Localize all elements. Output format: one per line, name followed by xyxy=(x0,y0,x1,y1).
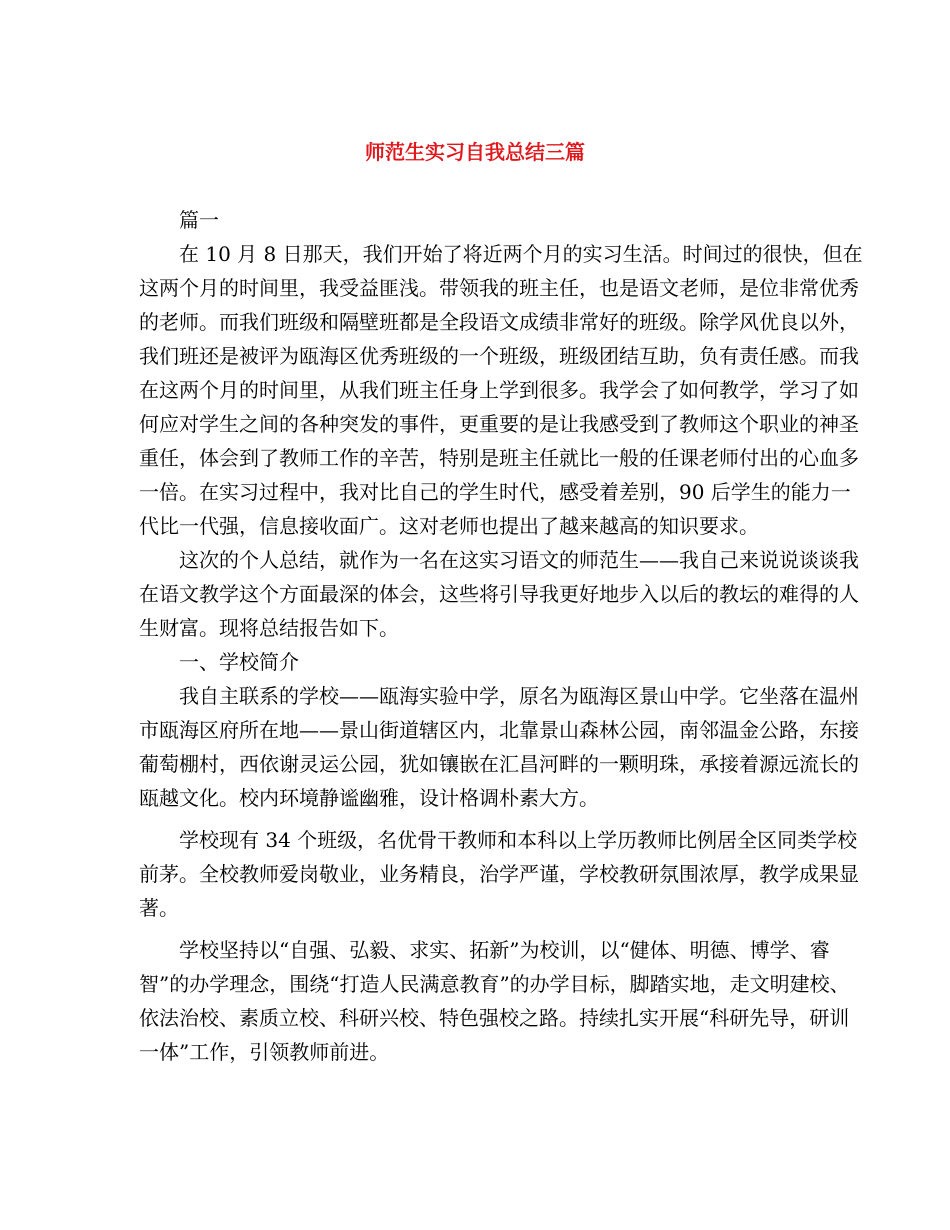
paragraph-line: 前茅。全校教师爱岗敬业，业务精良，治学严谨，学校教研氛围浓厚，教学成果显 xyxy=(139,862,859,886)
paragraph-line: 在语文教学这个方面最深的体会，这些将引导我更好地步入以后的教坛的难得的人 xyxy=(139,582,859,606)
document-title: 师范生实习自我总结三篇 xyxy=(365,140,585,164)
paragraph-line: 一倍。在实习过程中，我对比自己的学生时代，感受着差别，90 后学生的能力一 xyxy=(139,480,851,504)
document-body xyxy=(139,203,863,1069)
paragraph-line: 学校坚持以“自强、弘毅、求实、拓新”为校训，以“健体、明德、博学、睿 xyxy=(179,938,830,962)
paragraph-line: 在 10 月 8 日那天，我们开始了将近两个月的实习生活。时间过的很快，但在 xyxy=(179,242,863,266)
paragraph-line: 智”的办学理念，围绕“打造人民满意教育”的办学目标，脚踏实地，走文明建校、 xyxy=(139,972,850,996)
paragraph-line: 瓯越文化。校内环境静谧幽雅，设计格调朴素大方。 xyxy=(139,786,599,810)
paragraph-line: 我自主联系的学校——瓯海实验中学，原名为瓯海区景山中学。它坐落在温州 xyxy=(179,684,859,708)
paragraph-line: 市瓯海区府所在地——景山街道辖区内，北靠景山森林公园，南邻温金公路，东接 xyxy=(139,718,859,742)
paragraph-line: 重任，体会到了教师工作的辛苦，特别是班主任就比一般的任课老师付出的心血多 xyxy=(139,446,859,470)
paragraph-line: 依法治校、素质立校、科研兴校、特色强校之路。持续扎实开展“科研先导，研训 xyxy=(139,1006,850,1030)
section-heading-school-intro: 一、学校简介 xyxy=(179,650,299,674)
section-heading-part-one: 篇一 xyxy=(179,208,219,232)
paragraph-line: 在这两个月的时间里，从我们班主任身上学到很多。我学会了如何教学，学习了如 xyxy=(139,378,859,402)
paragraph-line: 葡萄棚村，西依谢灵运公园，犹如镶嵌在汇昌河畔的一颗明珠，承接着源远流长的 xyxy=(139,752,859,776)
paragraph-line: 生财富。现将总结报告如下。 xyxy=(139,616,399,640)
paragraph-line: 何应对学生之间的各种突发的事件，更重要的是让我感受到了教师这个职业的神圣 xyxy=(139,412,859,436)
paragraph-line: 学校现有 34 个班级，名优骨干教师和本科以上学历教师比例居全区同类学校 xyxy=(179,828,858,852)
paragraph-line: 代比一代强，信息接收面广。这对老师也提出了越来越高的知识要求。 xyxy=(139,514,759,538)
paragraph-line: 我们班还是被评为瓯海区优秀班级的一个班级，班级团结互助，负有责任感。而我 xyxy=(139,344,859,368)
paragraph-line: 著。 xyxy=(139,896,179,920)
paragraph-line: 一体”工作，引领教师前进。 xyxy=(139,1040,390,1064)
paragraph-line: 这两个月的时间里，我受益匪浅。带领我的班主任，也是语文老师，是位非常优秀 xyxy=(139,276,859,300)
paragraph-line: 这次的个人总结，就作为一名在这实习语文的师范生——我自己来说说谈谈我 xyxy=(179,548,859,572)
paragraph-line: 的老师。而我们班级和隔壁班都是全段语文成绩非常好的班级。除学风优良以外， xyxy=(139,310,859,334)
